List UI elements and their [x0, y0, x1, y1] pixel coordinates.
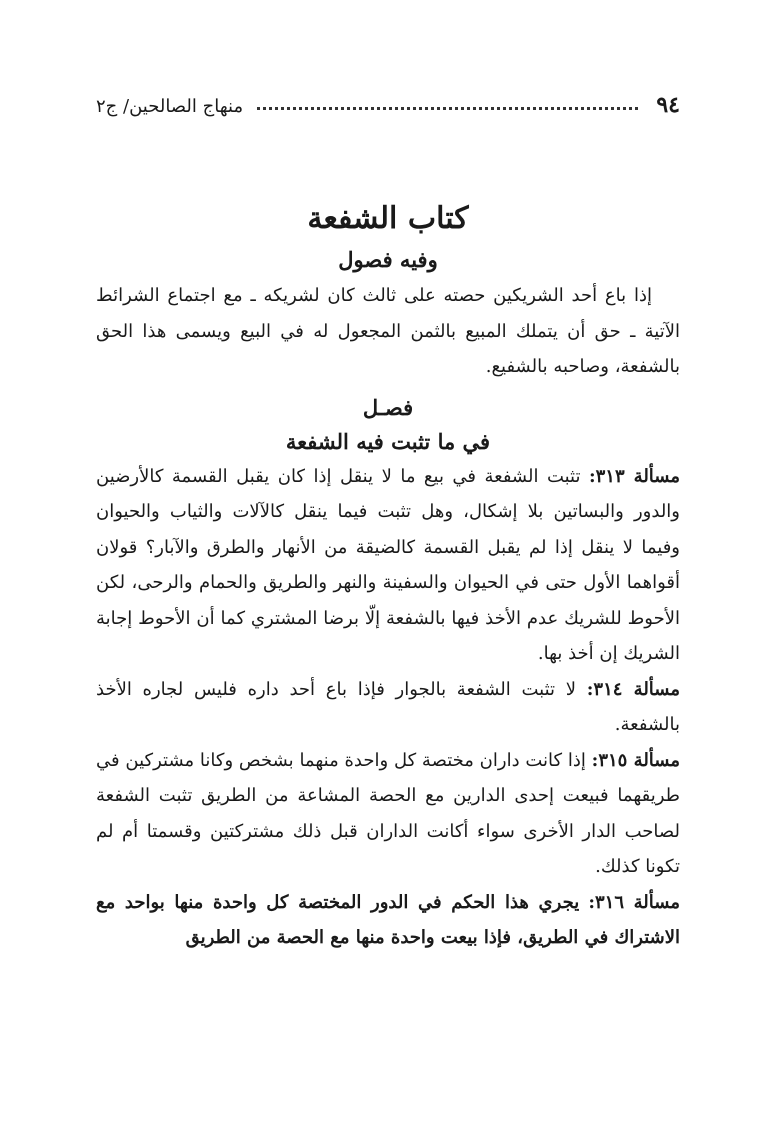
section-title: في ما تثبت فيه الشفعة — [285, 428, 491, 454]
masala-314 — [96, 672, 680, 743]
masala-313 — [96, 459, 680, 672]
page-number: ٩٤ — [656, 92, 680, 118]
section-heading: فصـل — [362, 394, 414, 420]
masala-label: مسألة ٣١٦: — [588, 891, 680, 913]
masala-label: مسألة ٣١٤: — [586, 678, 680, 700]
book-page — [96, 92, 680, 956]
masala-label: مسألة ٣١٣: — [588, 465, 680, 487]
masala-316 — [96, 885, 680, 956]
masala-text: لا تثبت الشفعة بالجوار فإذا باع أحد داره فليس لجاره الأخذ بالشفعة. — [96, 678, 680, 735]
leader-dots — [257, 107, 638, 110]
masala-text: إذا كانت داران مختصة كل واحدة منهما بشخص وكانا مشتركين في طريقهما فبيعت إحدى الدارين مع الحصة المشاعة من الطريق تثبت الشفعة لصاحب الدار الأخرى سواء أكانت الداران قبل ذلك مشتركتين وقسمتا أم لم تكونا كذلك. — [96, 749, 680, 877]
intro-paragraph: إذا باع أحد الشريكين حصته على ثالث كان لشريكه ـ مع اجتماع الشرائط الآتية ـ حق أن يتملك المبيع بالثمن المجعول له في البيع ويسمى هذا الحق بالشفعة، وصاحبه بالشفيع. — [96, 285, 680, 377]
book-title: كتاب الشفعة — [307, 201, 469, 236]
masala-315 — [96, 743, 680, 885]
masala-text: يجري هذا الحكم في الدور المختصة كل واحدة منها بواحد مع الاشتراك في الطريق، فإذا بيعت واحدة منها مع الحصة من الطريق — [96, 891, 680, 948]
book-subtitle: وفيه فصول — [338, 247, 438, 272]
running-title: منهاج الصالحين/ ج٢ — [96, 96, 244, 117]
page-header — [96, 92, 680, 130]
masala-text: تثبت الشفعة في بيع ما لا ينقل إذا كان يقبل القسمة كالأرضين والدور والبساتين بلا إشكال، وهل تثبت فيما ينقل كالآلات والثياب والحيوان وفيما لا ينقل إذا لم يقبل القسمة كالضيقة من الأنهار والطرق والآبار؟ قولان أقواهما الأول حتى في الحيوان والسفينة والنهر والطريق والحمام والرحى، لكن الأحوط للشريك عدم الأخذ فيها بالشفعة إلّا برضا المشتري كما أن الأحوط إجابة الشريك إن أخذ بها. — [96, 465, 680, 664]
masala-label: مسألة ٣١٥: — [591, 749, 680, 771]
